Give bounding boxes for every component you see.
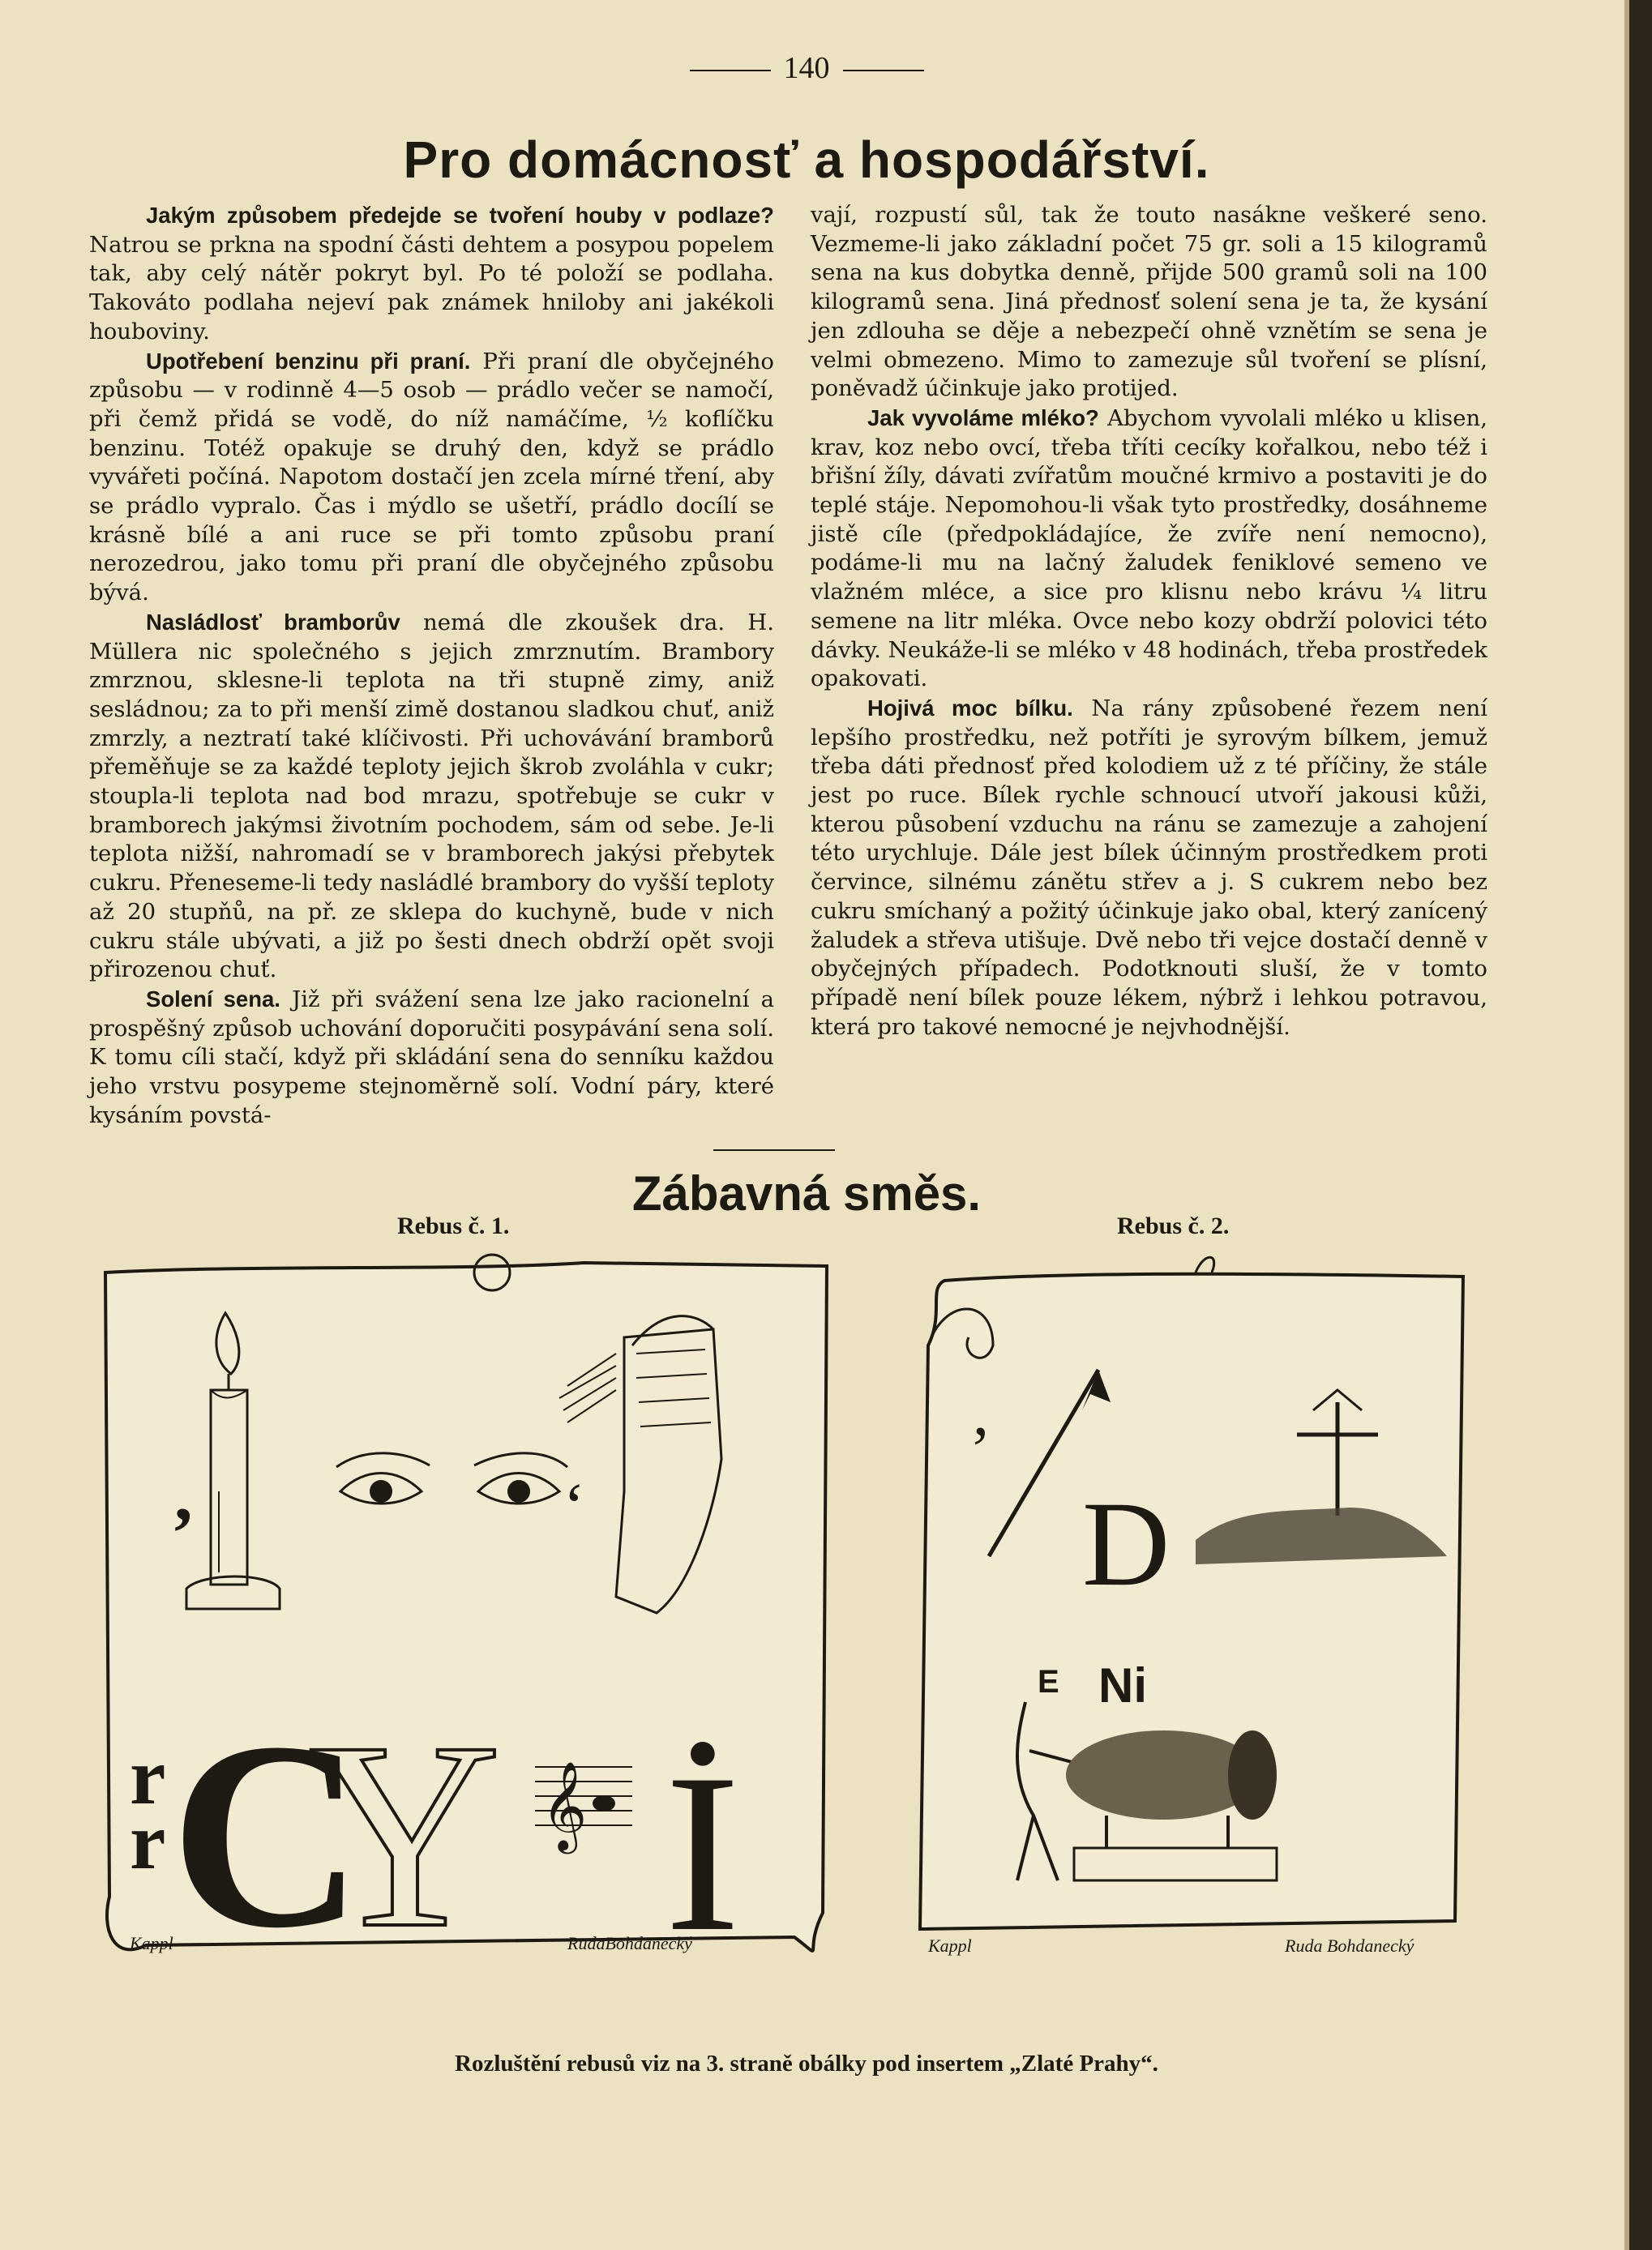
rebus2-monogram: Kappl: [928, 1936, 972, 1956]
rebus1-r-bottom: r: [130, 1796, 166, 1886]
article-potatoes: Nasládlosť bramborův nemá dle zkoušek dra. H. Müllera nic společného s jejich zmrznutím. Brambory zmrznou, sklesne-li teplota na tři stupně zimy, aniž sesládnou; za to při menší zimě dostanou sladkou chuť, aniž zmrzly, a neztratí také klíčivosti. Při uchovávání bramborů přeměňuje se za každé teploty jejich škrob zvoláhla v cukr; stoupla-li teplota nad bod mrazu, spotřebuje se cukr v bramborech jakýmsi životním pochodem, sám od sebe. Je-li teplota nižší, nahromadí se v bramborech jakýsi přebytek cukru. Přeneseme-li tedy nasládlé brambory do vyšší teploty až 20 stupňů, na př. ze sklepa do kuchyně, bude v nich cukru stále ubývati, a již po šesti dnech obdrží opět svoji přirozenou chuť.: [89, 609, 774, 983]
article-hay-salting: Solení sena. Již při svážení sena lze jako racionelní a prospěšný způsob uchování doporučiti posypávání sena solí. K tomu cíli stačí, když při skládání sena do senníku každou jeho vrstvu posypeme stejnoměrně solí. Vodní páry, které kysáním povstá-: [89, 986, 774, 1128]
rebus2-letter-e: E: [1038, 1664, 1059, 1700]
rebus2-comma: ,: [973, 1378, 989, 1449]
rebus2-letters-ni: Ni: [1098, 1658, 1147, 1713]
svg-text:𝄞: 𝄞: [541, 1761, 588, 1850]
section-title: Pro domácnosť a hospodářství.: [403, 130, 1210, 189]
page-number: [0, 50, 1613, 86]
rebus2-paper: [920, 1274, 1463, 1929]
rebus-solution-note: Rozluštění rebusů viz na 3. straně obálky pod insertem „Zlaté Prahy“.: [455, 2051, 1158, 2077]
rebus1-letter-c: C: [170, 1688, 364, 1978]
rebus1-label: Rebus č. 1.: [397, 1213, 510, 1239]
article-egg-white: Hojivá moc bílku. Na rány způsobené řezem není lepšího prostředku, než potříti je syrovým bílkem, jemuž třeba dáti přednosť před kolodiem už z té příčiny, že stále jest po ruce. Bílek rychle schnoucí utvoří jakousi kůži, kterou působení vzduchu na ránu se zamezuje a zahojení této urychluje. Dále jest bílek účinným prostředkem proti červince, silnému zánětu střev a j. S cukrem nebo bez cukru smíchaný a požitý účinkuje jako obal, který zanícený žaludek a střeva utišuje. Dvě nebo tři vejce dostačí denně v obyčejných případech. Podotknouti sluší, že v tomto případě není bílek pouze lékem, nýbrž i lehkou potravou, která pro takové nemocné je nejvhodnější.: [811, 695, 1487, 1040]
rebus1-quote-right: ‘: [563, 1471, 585, 1542]
article-benzine: Upotřebení benzinu při praní. Při praní dle obyčejného způsobu — v rodinně 4—5 osob — prádlo večer se namočí, při čemž přidá se vodě, do níž namáčíme, ½ koflíčku benzinu. Totéž opakuje se druhý den, když se prádlo vyvářeti počíná. Napotom dostačí jen zcela mírné tření, aby se prádlo vypralo. Čas i mýdlo se ušetří, prádlo docílí se krásně bílé a ani ruce se při tomto způsobu praní nerozedrou, jako tomu při praní dle obyčejného způsobu bývá.: [89, 348, 774, 606]
rebus2-hook-icon: [1196, 1257, 1214, 1273]
rebus1-letter-i: İ: [665, 1726, 741, 1978]
rebus2-letter-d: D: [1082, 1477, 1171, 1611]
rebus1-letter-y: Y: [308, 1688, 502, 1978]
right-column: [811, 201, 1487, 1042]
left-column: [89, 201, 774, 1131]
rebus1-signature: RudaBohdanecký: [567, 1933, 692, 1953]
article-mold: Jakým způsobem předejde se tvoření houby v podlaze? Natrou se prkna na spodní části dehtem a posypou popelem tak, aby celý nátěr pokryt byl. Po té položí se podlaha. Takováto podlaha nejeví pak známek hniloby ani jakékoli houboviny.: [89, 203, 774, 344]
rebus2-label: Rebus č. 2.: [1117, 1213, 1230, 1239]
rebus1-svg: [97, 1248, 835, 1978]
page-number-text: 140: [783, 51, 830, 85]
article-hay-salting-cont: vají, rozpustí sůl, tak že touto nasákne veškeré seno. Vezmeme-li jako základní počet 75 gr. soli a 15 kilogramů sena na kus dobytka denně, přijde 500 gramů soli na 100 kilogramů sena. Jiná přednosť solení sena je ta, že kysání jen zdlouha se děje a nebezpečí ohně vznětím se sena je velmi obmezeno. Mimo to zamezuje sůl tvoření se plísní, poněvadž účinkuje jako protijed.: [811, 202, 1487, 402]
rebus2-svg: [896, 1248, 1479, 1978]
rebus1-monogram: Kappl: [130, 1933, 173, 1953]
rebus2-illustration: [896, 1248, 1479, 1978]
article-milk: Jak vyvoláme mléko? Abychom vyvolali mléko u klisen, krav, koz nebo ovcí, třeba tříti cecíky kořalkou, nebo též i břišní žíly, dávati zvířatům moučné krmivo a postaviti je do teplé stáje. Nepomohou-li však tyto prostředky, dosáhneme jistě cíle (předpokládajíce, že zvíře není nemocno), podáme-li mu na lačný žaludek feniklové semeno ve vlažném mléce, a sice pro klisnu nebo krávu ¼ litru semene na litr mléka. Ovce nebo kozy obdrží polovici této dávky. Neukáže-li se mléko v 48 hodinách, třeba prostředek opakovati.: [811, 404, 1487, 692]
page-edge-dark: [1629, 0, 1652, 2250]
rebus1-r-top: r: [130, 1731, 166, 1821]
fun-section-title: Zábavná směs.: [631, 1166, 982, 1221]
rebus1-illustration: [97, 1248, 835, 1978]
rebus1-comma-left: ,: [174, 1456, 193, 1536]
section-divider: [713, 1149, 835, 1151]
rebus2-signature: Ruda Bohdanecký: [1285, 1936, 1414, 1956]
